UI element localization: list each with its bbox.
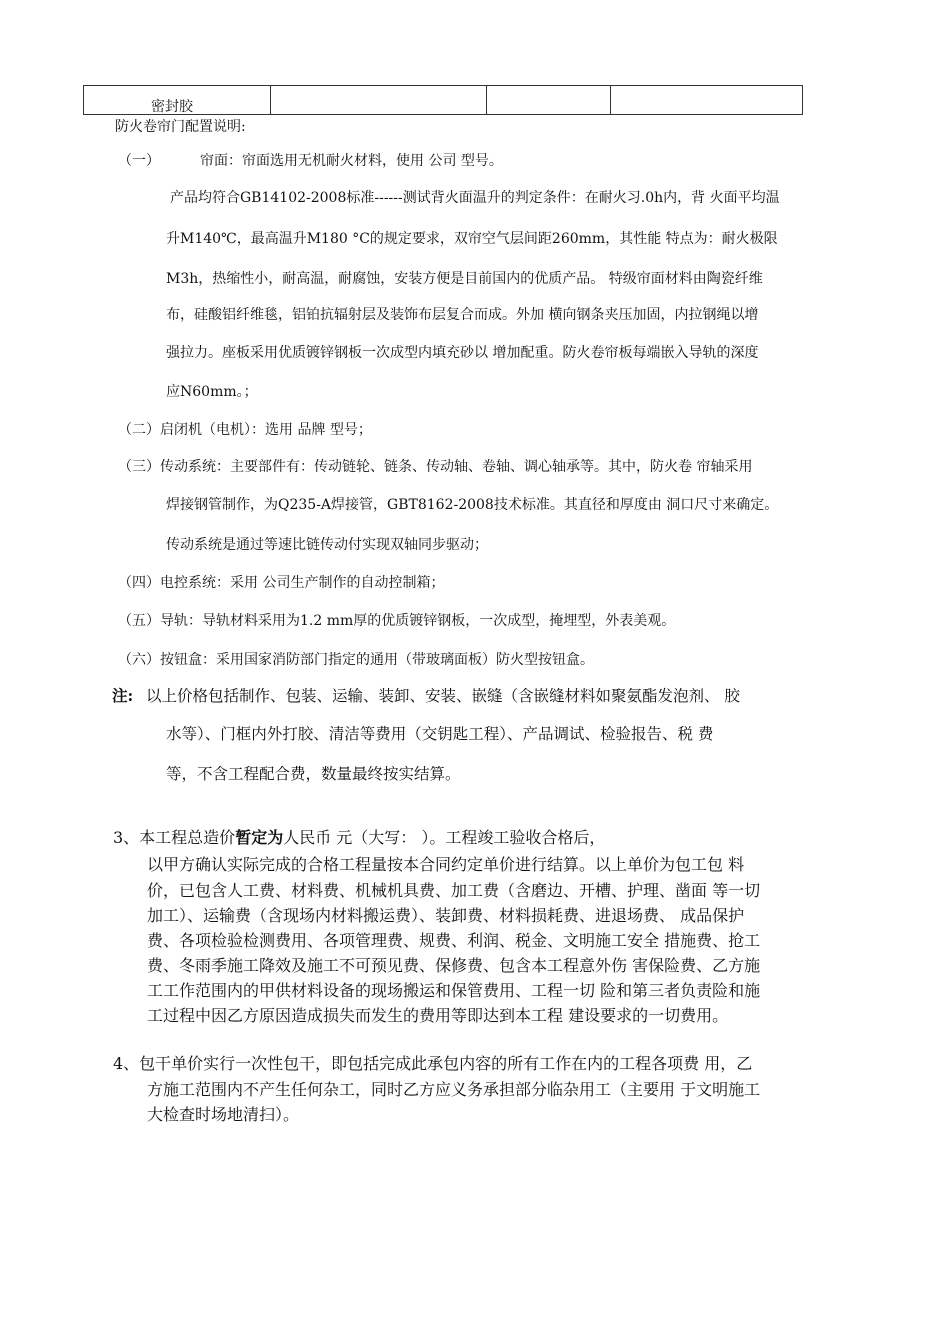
table-divider <box>610 86 611 114</box>
item-3-line-1: （三）传动系统：主要部件有：传动链轮、链条、传动轴、卷轴、调心轴承等。其中，防火卷 帘轴采用 <box>118 459 753 475</box>
item-1-marker: （一） <box>118 153 160 169</box>
note-line-1: 以上价格包括制作、包装、运输、装卸、安装、嵌缝（含嵌缝材料如聚氨酯发泡剂、 胶 <box>146 687 740 705</box>
item-1-line-7: 应N60mm。； <box>166 384 258 400</box>
clause-4-line-3: 大检查时场地清扫）。 <box>147 1105 300 1124</box>
item-1-line-2: 产品均符合GB14102-2008标准------测试背火面温升的判定条件：在耐火习.0h内，背 火面平均温 <box>170 190 780 206</box>
note-line-3: 等，不含工程配合费，数量最终按实结算。 <box>166 765 461 783</box>
clause-3-line-3: 价，已包含人工费、材料费、机械机具费、加工费（含磨边、开槽、护理、凿面 等一切 <box>147 881 761 900</box>
item-3-line-3: 传动系统是通过等速比链传动付实现双轴同步驱动； <box>166 537 488 553</box>
clause-4-line-2: 方施工范围内不产生任何杂工，同时乙方应义务承担部分临杂用工（主要用 于文明施工 <box>147 1080 761 1099</box>
item-3-line-2: 焊接钢管制作，为Q235-A焊接管，GBT8162-2008技术标准。其直径和厚度由 洞口尺寸来确定。 <box>166 497 779 513</box>
item-5: （五）导轨：导轨材料采用为1.2 mm厚的优质镀锌钢板，一次成型，掩埋型，外表美观。 <box>118 613 676 629</box>
material-table-row <box>83 85 803 115</box>
clause-3-line-5: 费、各项检验检测费用、各项管理费、规费、利润、税金、文明施工安全 措施费、抢工 <box>147 931 761 950</box>
table-divider <box>486 86 487 114</box>
item-1-line-6: 强拉力。座板采用优质镀锌钢板一次成型内填充砂以 增加配重。防火卷帘板每端嵌入导轨的深度 <box>166 345 759 361</box>
note-label: 注: <box>112 686 134 705</box>
table-cell-sealant: 密封胶 <box>151 99 193 115</box>
note-line-2: 水等）、门框内外打胶、清洁等费用（交钥匙工程）、产品调试、检验报告、税 费 <box>166 725 714 743</box>
clause-3-line-4: 加工）、运输费（含现场内材料搬运费）、装卸费、材料损耗费、进退场费、 成品保护 <box>147 906 745 925</box>
item-4: （四）电控系统：采用 公司生产制作的自动控制箱； <box>118 575 445 591</box>
item-1-line-4: M3h，热缩性小，耐高温，耐腐蚀，安装方便是目前国内的优质产品。 特级帘面材料由陶瓷纤维 <box>166 271 763 287</box>
clause-4-line-1: 4、包干单价实行一次性包干，即包括完成此承包内容的所有工作在内的工程各项费 用，乙 <box>113 1054 753 1073</box>
item-2: （二）启闭机（电机）：选用 品牌 型号； <box>118 422 372 438</box>
item-1-line-5: 布，硅酸铝纤维毯，铝铂抗辐射层及装饰布层复合而成。外加 横向钢条夹压加固，内拉钢绳以增 <box>166 307 759 323</box>
clause-3-line-1: 3、本工程总造价暂定为人民币 元（大写： ）。工程竣工验收合格后， <box>113 828 606 847</box>
clause-3-line-7: 工工作范围内的甲供材料设备的现场搬运和保管费用、工程一切 险和第三者负责险和施 <box>147 981 761 1000</box>
config-title: 防火卷帘门配置说明: <box>115 119 246 135</box>
clause-3-line-6: 费、冬雨季施工降效及施工不可预见费、保修费、包含本工程意外伤 害保险费、乙方施 <box>147 956 761 975</box>
clause-3-line-8: 工过程中因乙方原因造成损失而发生的费用等即达到本工程 建设要求的一切费用。 <box>147 1006 729 1025</box>
item-1-line-1: 帘面：帘面选用无机耐火材料，使用 公司 型号。 <box>200 153 503 169</box>
clause-3-line-2: 以甲方确认实际完成的合格工程量按本合同约定单价进行结算。以上单价为包工包 料 <box>147 855 745 874</box>
table-divider <box>270 86 271 114</box>
item-6: （六）按钮盒：采用国家消防部门指定的通用（带玻璃面板）防火型按钮盒。 <box>118 652 594 668</box>
item-1-line-3: 升M140℃，最高温升M180 °C的规定要求，双帘空气层间距260mm，其性能 特点为：耐火极限 <box>166 231 778 247</box>
